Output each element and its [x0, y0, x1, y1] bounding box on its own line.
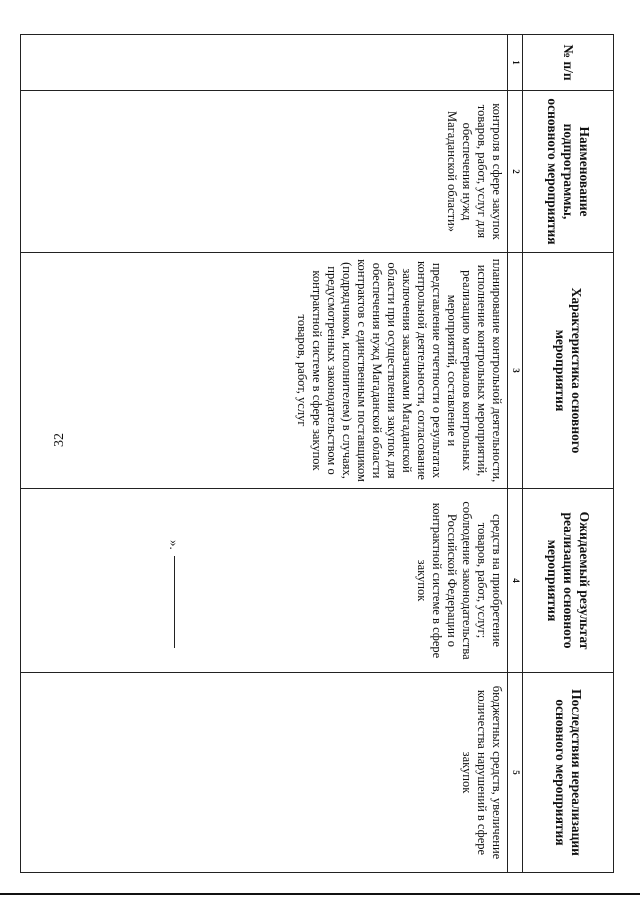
header-cell: Характеристика основного мероприятия	[523, 253, 614, 489]
table-cell	[21, 35, 508, 91]
column-number: 3	[508, 253, 523, 489]
column-number: 1	[508, 35, 523, 91]
table-cell: контроля в сфере закупок товаров, работ, услуг для обеспечения нужд Магаданской области»	[21, 91, 508, 253]
header-row	[523, 35, 614, 873]
column-number-row	[508, 35, 523, 873]
table-cell: средств на приобретение товаров, работ, услуг; соблюдение законодательства Российской Федерации о контрактной системе в сфере закупок	[21, 489, 508, 673]
table-row	[21, 35, 508, 873]
measures-table	[20, 34, 614, 873]
closing-quote: ».	[167, 540, 182, 550]
underline-rule	[174, 556, 175, 648]
table-cell: планирование контрольной деятельности, исполнение контрольных мероприятий, реализацию материалов контрольных мероприятий, составление и представление отчетности о результатах контрольной деятельности, согласование заключения заказчиками Магаданской области при осуществлении закупок для обеспечения нужд Магаданской области контрактов с единственным поставщиком (подрядчиком, исполнителем) в случаях, предусмотренных законодательством о контрактной системе в сфере закупок товаров, работ, услуг	[21, 253, 508, 489]
header-cell: Ожидаемый результат реализации основного мероприятия	[523, 489, 614, 673]
column-number: 2	[508, 91, 523, 253]
table-cell: бюджетных средств, увеличение количества нарушений в сфере закупок	[21, 673, 508, 873]
column-number: 4	[508, 489, 523, 673]
header-cell: № п/п	[523, 35, 614, 91]
page-number: 32	[52, 433, 67, 447]
bottom-rule	[0, 893, 640, 895]
column-number: 5	[508, 673, 523, 873]
header-cell: Последствия нереализации основного мероприятия	[523, 673, 614, 873]
header-cell: Наименование подпрограммы, основного мероприятия	[523, 91, 614, 253]
closing-mark	[166, 540, 182, 648]
